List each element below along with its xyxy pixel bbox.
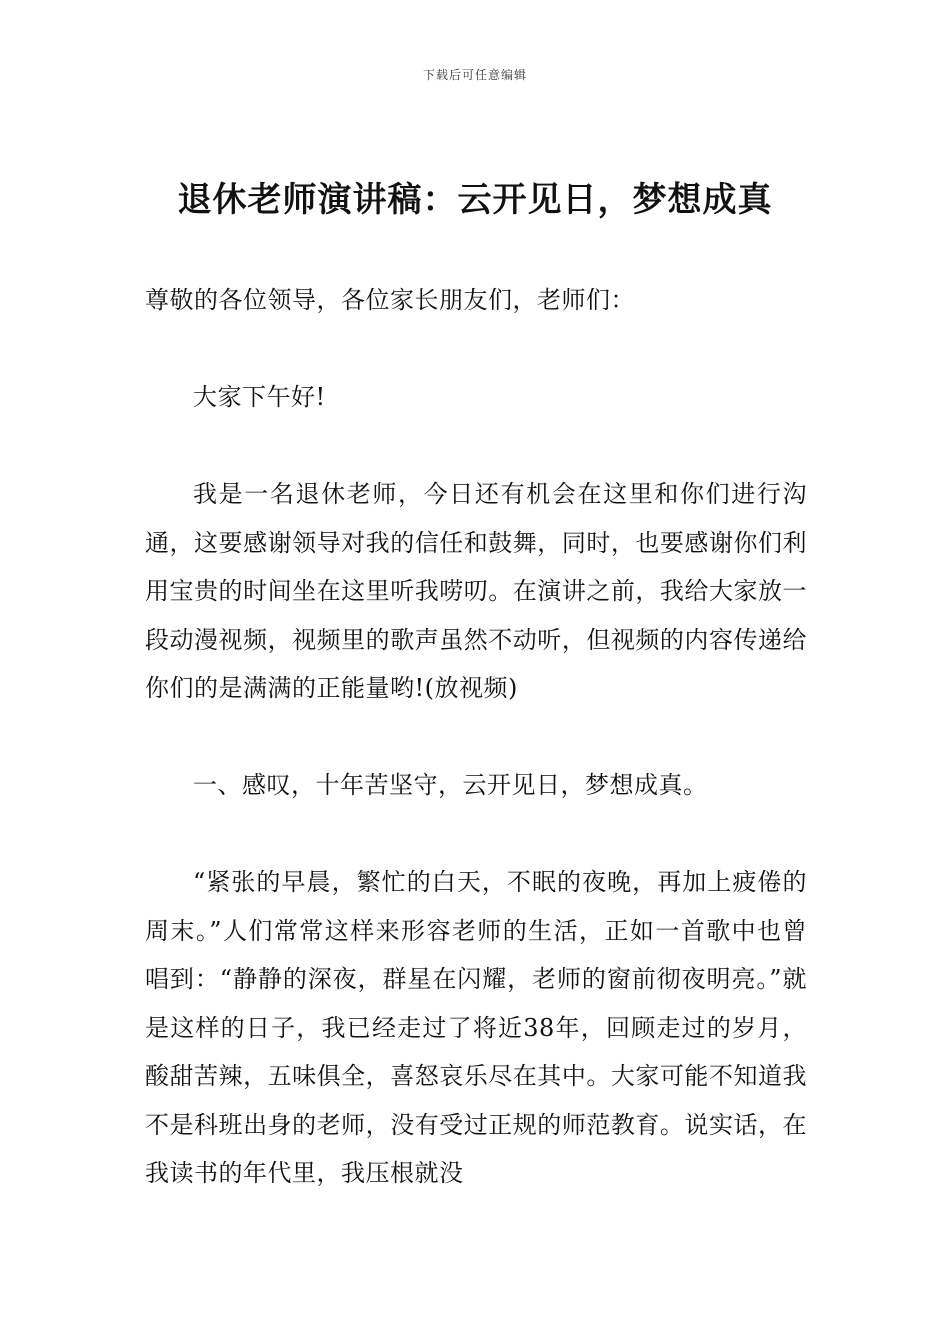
salutation-paragraph: 尊敬的各位领导，各位家长朋友们，老师们：	[145, 286, 635, 314]
header-note: 下载后可任意编辑	[422, 68, 527, 82]
paragraph-gap	[145, 713, 807, 762]
paragraph-gap	[145, 810, 807, 859]
greeting-paragraph: 大家下午好!	[193, 383, 326, 411]
intro-paragraph: 我是一名退休老师，今日还有机会在这里和你们进行沟通，这要感谢领导对我的信任和鼓舞，同时，也要感谢你们利用宝贵的时间坐在这里听我唠叨。在演讲之前，我给大家放一段动漫视频，视频里的歌声虽然不动听，但视频的内容传递给你们的是满满的正能量哟!(放视频)	[145, 480, 807, 702]
section-heading: 一、感叹，十年苦坚守，云开见日，梦想成真。	[193, 771, 708, 799]
document-body	[145, 276, 807, 1198]
document-title: 退休老师演讲稿：云开见日，梦想成真	[177, 180, 773, 220]
paragraph-gap	[145, 325, 807, 374]
paragraph-gap	[145, 422, 807, 471]
body-paragraph: “紧张的早晨，繁忙的白天，不眠的夜晚，再加上疲倦的周末。”人们常常这样来形容老师的生活，正如一首歌中也曾唱到：“静静的深夜，群星在闪耀，老师的窗前彻夜明亮。”就是这样的日子，我已经走过了将近38年，回顾走过的岁月，酸甜苦辣，五味俱全，喜怒哀乐尽在其中。大家可能不知道我不是科班出身的老师，没有受过正规的师范教育。说实话，在我读书的年代里，我压根就没	[145, 868, 807, 1187]
